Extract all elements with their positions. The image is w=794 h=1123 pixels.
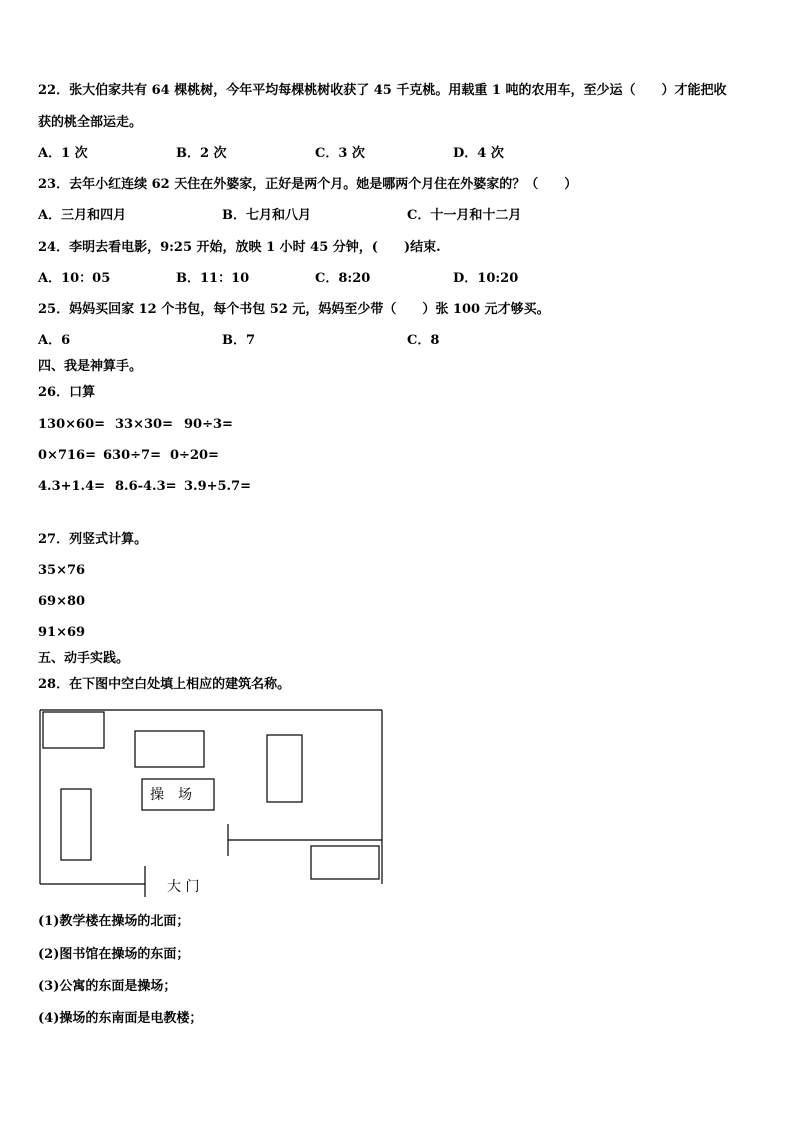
q23-option-b: B．七月和八月: [222, 208, 311, 223]
q25-option-a: A．6: [38, 333, 71, 348]
q22-option-d: D．4 次: [453, 146, 504, 161]
q24-option-d: D．10:20: [453, 271, 519, 286]
section4-heading: 四、我是神算手。: [38, 359, 143, 374]
q22-stem-line2: 获的桃全部运走。: [38, 115, 143, 130]
q24-option-a: A．10：05: [38, 271, 111, 286]
q28-statement: (2)图书馆在操场的东面；: [38, 947, 190, 962]
q26-item: 630÷7=: [103, 448, 161, 463]
q22-option-b: B．2 次: [176, 146, 227, 161]
q26-item: 130×60=: [38, 417, 106, 432]
q28-statement: (1)教学楼在操场的北面；: [38, 914, 190, 929]
map-building-blank: [135, 731, 204, 767]
q22-option-c: C．3 次: [315, 146, 365, 161]
q28-statement: (4)操场的东南面是电教楼；: [38, 1011, 203, 1026]
q23-option-a: A．三月和四月: [38, 208, 127, 223]
q28-title: 28．在下图中空白处填上相应的建筑名称。: [38, 677, 291, 692]
q28-statement: (3)公寓的东面是操场；: [38, 979, 177, 994]
q26-item: 33×30=: [115, 417, 173, 432]
q27-item: 35×76: [38, 563, 86, 578]
q25-option-c: C．8: [407, 333, 440, 348]
q24-option-b: B．11：10: [176, 271, 250, 286]
map-building-blank: [43, 712, 104, 748]
q26-item: 0×716=: [38, 448, 96, 463]
q26-item: 4.3+1.4=: [38, 479, 106, 494]
q27-title: 27．列竖式计算。: [38, 532, 148, 547]
section5-heading: 五、动手实践。: [38, 651, 130, 666]
q23-stem: 23．去年小红连续 62 天住在外婆家，正好是两个月。她是哪两个月住在外婆家的？（ ）: [38, 177, 578, 192]
q22-option-a: A．1 次: [38, 146, 88, 161]
q24-option-c: C．8:20: [315, 271, 371, 286]
map-building-blank: [311, 846, 379, 879]
q25-stem: 25．妈妈买回家 12 个书包，每个书包 52 元，妈妈至少带（ ）张 100 元才够买。: [38, 302, 550, 317]
q26-item: 90÷3=: [184, 417, 233, 432]
map-label-playground: 操 场: [150, 787, 192, 803]
q26-item: 0÷20=: [170, 448, 219, 463]
map-building-blank: [61, 789, 91, 860]
q27-item: 91×69: [38, 625, 86, 640]
q24-stem: 24．李明去看电影，9:25 开始，放映 1 小时 45 分钟，( )结束.: [38, 240, 441, 255]
map-building-blank: [267, 735, 302, 802]
q26-item: 3.9+5.7=: [184, 479, 252, 494]
q22-stem-line1: 22．张大伯家共有 64 棵桃树，今年平均每棵桃树收获了 45 千克桃。用载重 1 吨的农用车，至少运（ ）才能把收: [38, 83, 727, 98]
q26-title: 26．口算: [38, 385, 96, 400]
map-label-gate: 大 门: [167, 879, 200, 895]
q27-item: 69×80: [38, 594, 86, 609]
q25-option-b: B．7: [222, 333, 256, 348]
q26-item: 8.6-4.3=: [115, 479, 177, 494]
q23-option-c: C．十一月和十二月: [407, 208, 522, 223]
